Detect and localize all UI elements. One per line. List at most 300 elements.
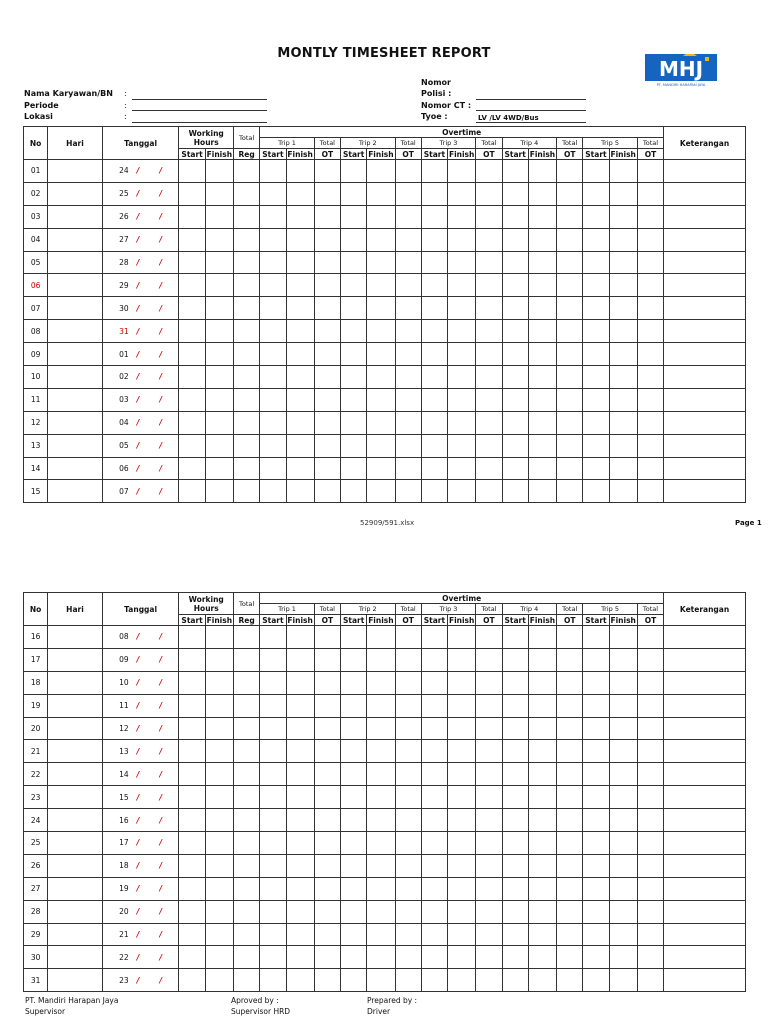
time-cell[interactable] [609,228,637,251]
time-cell[interactable] [609,900,637,923]
time-cell[interactable] [476,900,502,923]
time-cell[interactable] [448,160,476,183]
tanggal-cell[interactable] [102,786,179,809]
time-cell[interactable] [609,366,637,389]
time-cell[interactable] [557,205,583,228]
time-cell[interactable] [205,182,233,205]
time-cell[interactable] [395,694,421,717]
time-cell[interactable] [205,388,233,411]
time-cell[interactable] [395,900,421,923]
time-cell[interactable] [286,182,314,205]
time-cell[interactable] [421,160,447,183]
time-cell[interactable] [286,228,314,251]
time-cell[interactable] [286,343,314,366]
time-cell[interactable] [421,182,447,205]
tanggal-cell[interactable] [102,671,179,694]
time-cell[interactable] [205,740,233,763]
tanggal-cell[interactable] [102,626,179,649]
time-cell[interactable] [286,877,314,900]
time-cell[interactable] [637,160,663,183]
time-cell[interactable] [557,626,583,649]
time-cell[interactable] [260,671,286,694]
time-cell[interactable] [260,694,286,717]
time-cell[interactable] [502,694,528,717]
time-cell[interactable] [179,740,205,763]
time-cell[interactable] [205,923,233,946]
time-cell[interactable] [502,411,528,434]
time-cell[interactable] [664,457,746,480]
time-cell[interactable] [179,411,205,434]
tanggal-cell[interactable] [102,809,179,832]
time-cell[interactable] [609,763,637,786]
time-cell[interactable] [609,480,637,503]
hari-cell[interactable] [48,366,103,389]
time-cell[interactable] [557,388,583,411]
time-cell[interactable] [314,877,340,900]
hari-cell[interactable] [48,205,103,228]
time-cell[interactable] [421,854,447,877]
time-cell[interactable] [583,854,609,877]
time-cell[interactable] [286,946,314,969]
time-cell[interactable] [583,809,609,832]
time-cell[interactable] [637,626,663,649]
time-cell[interactable] [609,854,637,877]
time-cell[interactable] [476,411,502,434]
time-cell[interactable] [395,648,421,671]
hari-cell[interactable] [48,626,103,649]
time-cell[interactable] [205,228,233,251]
time-cell[interactable] [395,717,421,740]
time-cell[interactable] [341,946,367,969]
time-cell[interactable] [476,832,502,855]
time-cell[interactable] [314,320,340,343]
time-cell[interactable] [367,480,395,503]
time-cell[interactable] [448,388,476,411]
hari-cell[interactable] [48,740,103,763]
time-cell[interactable] [664,832,746,855]
time-cell[interactable] [286,251,314,274]
time-cell[interactable] [448,717,476,740]
time-cell[interactable] [421,388,447,411]
time-cell[interactable] [528,717,556,740]
time-cell[interactable] [476,877,502,900]
time-cell[interactable] [502,160,528,183]
time-cell[interactable] [528,832,556,855]
time-cell[interactable] [664,205,746,228]
time-cell[interactable] [314,671,340,694]
time-cell[interactable] [637,343,663,366]
time-cell[interactable] [448,648,476,671]
time-cell[interactable] [367,228,395,251]
time-cell[interactable] [341,182,367,205]
time-cell[interactable] [421,251,447,274]
time-cell[interactable] [260,969,286,992]
time-cell[interactable] [341,694,367,717]
time-cell[interactable] [286,969,314,992]
time-cell[interactable] [367,457,395,480]
time-cell[interactable] [314,480,340,503]
time-cell[interactable] [448,366,476,389]
tanggal-cell[interactable] [102,411,179,434]
time-cell[interactable] [583,320,609,343]
time-cell[interactable] [476,809,502,832]
time-cell[interactable] [448,205,476,228]
time-cell[interactable] [609,969,637,992]
time-cell[interactable] [286,923,314,946]
time-cell[interactable] [583,297,609,320]
time-cell[interactable] [609,626,637,649]
time-cell[interactable] [341,923,367,946]
time-cell[interactable] [637,671,663,694]
time-cell[interactable] [664,626,746,649]
time-cell[interactable] [179,854,205,877]
time-cell[interactable] [557,946,583,969]
time-cell[interactable] [528,694,556,717]
time-cell[interactable] [367,763,395,786]
time-cell[interactable] [476,648,502,671]
time-cell[interactable] [421,763,447,786]
time-cell[interactable] [448,626,476,649]
time-cell[interactable] [664,228,746,251]
hari-cell[interactable] [48,320,103,343]
time-cell[interactable] [234,480,260,503]
time-cell[interactable] [476,182,502,205]
time-cell[interactable] [664,480,746,503]
time-cell[interactable] [476,388,502,411]
time-cell[interactable] [179,946,205,969]
hari-cell[interactable] [48,923,103,946]
tanggal-cell[interactable] [102,480,179,503]
time-cell[interactable] [314,297,340,320]
time-cell[interactable] [205,900,233,923]
time-cell[interactable] [395,923,421,946]
time-cell[interactable] [421,457,447,480]
time-cell[interactable] [528,923,556,946]
time-cell[interactable] [528,480,556,503]
time-cell[interactable] [395,480,421,503]
time-cell[interactable] [205,366,233,389]
hari-cell[interactable] [48,832,103,855]
time-cell[interactable] [448,411,476,434]
time-cell[interactable] [367,320,395,343]
time-cell[interactable] [476,694,502,717]
time-cell[interactable] [637,923,663,946]
time-cell[interactable] [367,411,395,434]
time-cell[interactable] [609,877,637,900]
tanggal-cell[interactable] [102,900,179,923]
time-cell[interactable] [609,648,637,671]
time-cell[interactable] [421,343,447,366]
time-cell[interactable] [502,228,528,251]
time-cell[interactable] [234,671,260,694]
time-cell[interactable] [234,205,260,228]
time-cell[interactable] [664,900,746,923]
time-cell[interactable] [234,923,260,946]
time-cell[interactable] [341,274,367,297]
time-cell[interactable] [234,182,260,205]
time-cell[interactable] [609,946,637,969]
time-cell[interactable] [421,786,447,809]
time-cell[interactable] [395,457,421,480]
time-cell[interactable] [367,366,395,389]
time-cell[interactable] [314,946,340,969]
time-cell[interactable] [234,160,260,183]
tanggal-cell[interactable] [102,877,179,900]
time-cell[interactable] [476,763,502,786]
time-cell[interactable] [234,343,260,366]
time-cell[interactable] [179,626,205,649]
time-cell[interactable] [260,297,286,320]
hari-cell[interactable] [48,900,103,923]
time-cell[interactable] [367,671,395,694]
time-cell[interactable] [502,854,528,877]
time-cell[interactable] [260,366,286,389]
time-cell[interactable] [286,809,314,832]
time-cell[interactable] [421,900,447,923]
time-cell[interactable] [260,946,286,969]
time-cell[interactable] [205,434,233,457]
time-cell[interactable] [205,671,233,694]
time-cell[interactable] [528,343,556,366]
time-cell[interactable] [260,251,286,274]
time-cell[interactable] [448,320,476,343]
time-cell[interactable] [234,648,260,671]
time-cell[interactable] [421,740,447,763]
time-cell[interactable] [260,923,286,946]
time-cell[interactable] [179,694,205,717]
time-cell[interactable] [502,900,528,923]
time-cell[interactable] [367,969,395,992]
time-cell[interactable] [502,946,528,969]
time-cell[interactable] [421,946,447,969]
time-cell[interactable] [476,626,502,649]
info-value-field[interactable] [132,90,267,100]
time-cell[interactable] [421,320,447,343]
time-cell[interactable] [205,786,233,809]
time-cell[interactable] [637,648,663,671]
time-cell[interactable] [528,969,556,992]
time-cell[interactable] [205,809,233,832]
time-cell[interactable] [583,343,609,366]
time-cell[interactable] [528,160,556,183]
time-cell[interactable] [260,160,286,183]
time-cell[interactable] [448,946,476,969]
time-cell[interactable] [260,274,286,297]
time-cell[interactable] [557,923,583,946]
time-cell[interactable] [609,923,637,946]
time-cell[interactable] [502,251,528,274]
time-cell[interactable] [421,228,447,251]
time-cell[interactable] [476,740,502,763]
time-cell[interactable] [583,228,609,251]
time-cell[interactable] [664,251,746,274]
time-cell[interactable] [609,251,637,274]
time-cell[interactable] [260,411,286,434]
time-cell[interactable] [341,320,367,343]
time-cell[interactable] [448,900,476,923]
time-cell[interactable] [179,297,205,320]
time-cell[interactable] [421,434,447,457]
time-cell[interactable] [234,457,260,480]
time-cell[interactable] [502,182,528,205]
time-cell[interactable] [314,160,340,183]
time-cell[interactable] [234,832,260,855]
time-cell[interactable] [234,877,260,900]
time-cell[interactable] [395,320,421,343]
hari-cell[interactable] [48,480,103,503]
time-cell[interactable] [664,320,746,343]
time-cell[interactable] [367,648,395,671]
time-cell[interactable] [367,740,395,763]
time-cell[interactable] [314,626,340,649]
time-cell[interactable] [583,366,609,389]
time-cell[interactable] [421,671,447,694]
time-cell[interactable] [260,320,286,343]
info-value-field[interactable] [476,101,586,111]
time-cell[interactable] [528,457,556,480]
time-cell[interactable] [502,969,528,992]
time-cell[interactable] [421,297,447,320]
time-cell[interactable] [367,205,395,228]
time-cell[interactable] [341,480,367,503]
time-cell[interactable] [314,343,340,366]
time-cell[interactable] [637,366,663,389]
time-cell[interactable] [395,854,421,877]
time-cell[interactable] [583,900,609,923]
hari-cell[interactable] [48,671,103,694]
time-cell[interactable] [528,900,556,923]
time-cell[interactable] [557,411,583,434]
tanggal-cell[interactable] [102,343,179,366]
time-cell[interactable] [260,877,286,900]
time-cell[interactable] [583,671,609,694]
time-cell[interactable] [205,343,233,366]
time-cell[interactable] [476,297,502,320]
time-cell[interactable] [341,969,367,992]
time-cell[interactable] [314,854,340,877]
hari-cell[interactable] [48,969,103,992]
time-cell[interactable] [234,969,260,992]
time-cell[interactable] [234,388,260,411]
time-cell[interactable] [421,626,447,649]
time-cell[interactable] [421,480,447,503]
hari-cell[interactable] [48,763,103,786]
tanggal-cell[interactable] [102,366,179,389]
hari-cell[interactable] [48,786,103,809]
time-cell[interactable] [341,205,367,228]
time-cell[interactable] [421,809,447,832]
tanggal-cell[interactable] [102,854,179,877]
time-cell[interactable] [637,854,663,877]
time-cell[interactable] [205,854,233,877]
time-cell[interactable] [286,434,314,457]
time-cell[interactable] [476,228,502,251]
time-cell[interactable] [502,297,528,320]
time-cell[interactable] [314,228,340,251]
time-cell[interactable] [421,274,447,297]
time-cell[interactable] [664,434,746,457]
time-cell[interactable] [528,648,556,671]
hari-cell[interactable] [48,877,103,900]
time-cell[interactable] [557,786,583,809]
time-cell[interactable] [179,717,205,740]
time-cell[interactable] [205,160,233,183]
time-cell[interactable] [502,343,528,366]
time-cell[interactable] [260,388,286,411]
tanggal-cell[interactable] [102,923,179,946]
time-cell[interactable] [583,411,609,434]
time-cell[interactable] [286,457,314,480]
time-cell[interactable] [341,832,367,855]
time-cell[interactable] [260,205,286,228]
time-cell[interactable] [557,671,583,694]
time-cell[interactable] [609,182,637,205]
hari-cell[interactable] [48,388,103,411]
time-cell[interactable] [395,343,421,366]
time-cell[interactable] [341,411,367,434]
time-cell[interactable] [234,763,260,786]
time-cell[interactable] [502,388,528,411]
info-value-field[interactable]: LV /LV 4WD/Bus [476,113,586,123]
time-cell[interactable] [664,182,746,205]
time-cell[interactable] [341,740,367,763]
time-cell[interactable] [367,900,395,923]
time-cell[interactable] [395,832,421,855]
info-value-field[interactable] [132,113,267,123]
time-cell[interactable] [205,480,233,503]
time-cell[interactable] [314,740,340,763]
time-cell[interactable] [637,786,663,809]
time-cell[interactable] [557,763,583,786]
tanggal-cell[interactable] [102,457,179,480]
time-cell[interactable] [664,946,746,969]
time-cell[interactable] [528,388,556,411]
time-cell[interactable] [502,832,528,855]
time-cell[interactable] [476,671,502,694]
time-cell[interactable] [341,854,367,877]
time-cell[interactable] [637,877,663,900]
time-cell[interactable] [314,434,340,457]
time-cell[interactable] [476,343,502,366]
time-cell[interactable] [583,694,609,717]
time-cell[interactable] [179,832,205,855]
time-cell[interactable] [664,877,746,900]
time-cell[interactable] [205,877,233,900]
time-cell[interactable] [286,388,314,411]
time-cell[interactable] [395,228,421,251]
time-cell[interactable] [260,457,286,480]
time-cell[interactable] [260,832,286,855]
time-cell[interactable] [637,900,663,923]
time-cell[interactable] [583,717,609,740]
time-cell[interactable] [395,182,421,205]
time-cell[interactable] [664,923,746,946]
time-cell[interactable] [637,969,663,992]
time-cell[interactable] [421,648,447,671]
time-cell[interactable] [476,434,502,457]
time-cell[interactable] [205,626,233,649]
time-cell[interactable] [260,182,286,205]
time-cell[interactable] [314,694,340,717]
time-cell[interactable] [448,457,476,480]
time-cell[interactable] [234,946,260,969]
time-cell[interactable] [583,205,609,228]
time-cell[interactable] [448,480,476,503]
time-cell[interactable] [205,969,233,992]
time-cell[interactable] [502,923,528,946]
hari-cell[interactable] [48,411,103,434]
time-cell[interactable] [448,763,476,786]
